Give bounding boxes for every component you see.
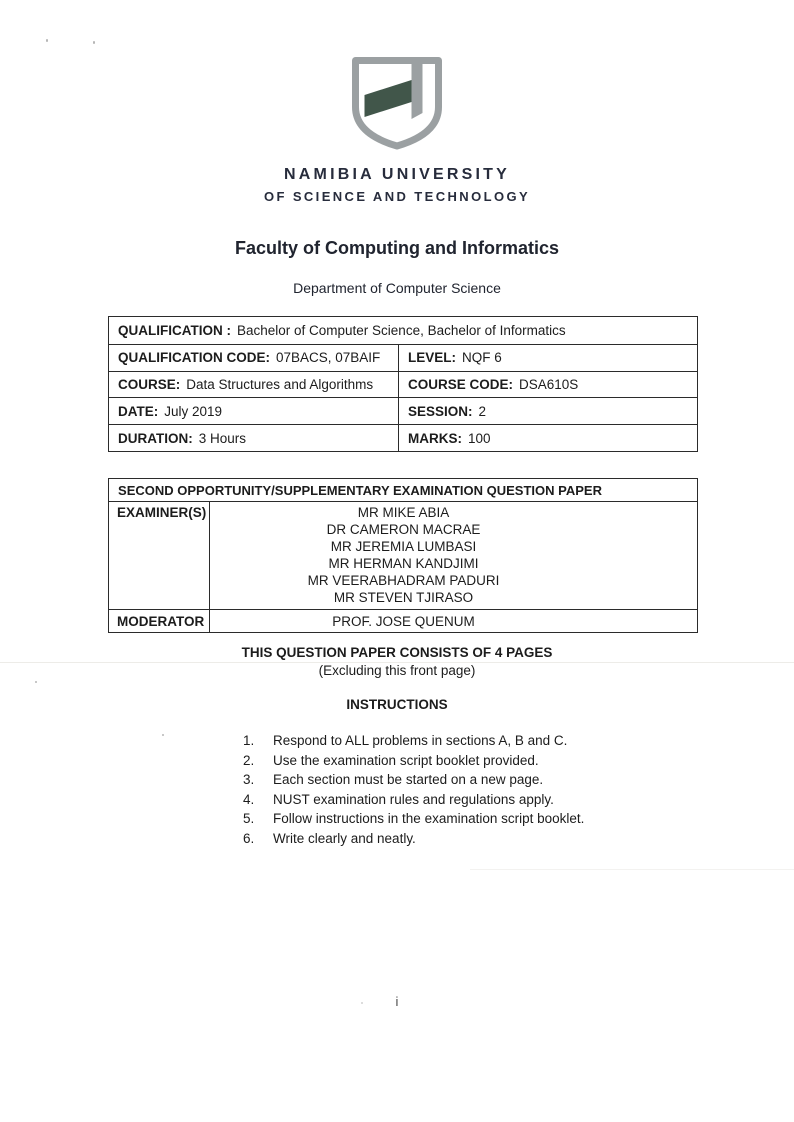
university-name: NAMIBIA UNIVERSITY — [284, 166, 510, 183]
examiner-name: MR STEVEN TJIRASO — [333, 590, 474, 605]
course-row — [109, 371, 697, 398]
instruction-item — [243, 829, 584, 849]
instruction-item — [243, 770, 584, 790]
date-cell — [109, 398, 398, 424]
instruction-number: 3. — [243, 772, 255, 788]
page-number: i — [395, 994, 399, 1009]
cell-label: COURSE: — [118, 376, 181, 392]
exam-paper-title: SECOND OPPORTUNITY/SUPPLEMENTARY EXAMINATION QUESTION PAPER — [109, 479, 697, 502]
examiners-table — [108, 478, 698, 633]
examiner-name: MR JEREMIA LUMBASI — [330, 539, 477, 554]
examiner-names — [209, 502, 697, 609]
qualification-value: Bachelor of Computer Science, Bachelor of Informatics — [236, 322, 566, 338]
moderator-name: PROF. JOSE QUENUM — [209, 610, 697, 632]
cell-value: 3 Hours — [198, 430, 247, 446]
cell-value: Data Structures and Algorithms — [186, 376, 374, 392]
nust-shield-logo-icon — [349, 56, 446, 150]
qualification-code-row — [109, 344, 697, 371]
scan-speck — [162, 734, 164, 736]
instruction-text: Use the examination script booklet provided. — [273, 752, 539, 768]
cell-label: SESSION: — [408, 403, 473, 419]
scan-fold-line — [470, 869, 794, 870]
examiner-name: MR HERMAN KANDJIMI — [328, 556, 479, 571]
cell-label: COURSE CODE: — [408, 376, 514, 392]
instruction-text: Each section must be started on a new page. — [273, 772, 544, 788]
duration-row — [109, 424, 697, 451]
scan-speck — [93, 41, 95, 44]
cell-value: July 2019 — [164, 403, 223, 419]
scan-speck — [46, 39, 48, 42]
cell-value: NQF 6 — [462, 350, 502, 366]
moderator-row — [109, 610, 697, 632]
cell-label: MARKS: — [408, 430, 462, 446]
excluding-note: (Excluding this front page) — [318, 663, 476, 678]
cell-label: DATE: — [118, 403, 159, 419]
qualification-code-cell — [109, 345, 398, 371]
qualification-label: QUALIFICATION : — [118, 322, 231, 338]
examiners-row — [109, 502, 697, 610]
instruction-text: Respond to ALL problems in sections A, B and C. — [273, 733, 568, 748]
instruction-text: NUST examination rules and regulations apply. — [273, 791, 554, 807]
instruction-number: 4. — [243, 791, 255, 807]
faculty-title: Faculty of Computing and Informatics — [234, 238, 559, 258]
examiner-name: DR CAMERON MACRAE — [326, 522, 481, 537]
instruction-number: 1. — [243, 733, 255, 748]
cell-value: 07BACS, 07BAIF — [276, 350, 381, 366]
examiners-label: EXAMINER(S) — [117, 505, 207, 520]
department-subtitle: Department of Computer Science — [293, 280, 501, 296]
cell-value: 100 — [468, 430, 491, 446]
cell-label: DURATION: — [118, 430, 193, 446]
instruction-text: Follow instructions in the examination script booklet. — [273, 811, 585, 827]
page-count-note: THIS QUESTION PAPER CONSISTS OF 4 PAGES — [241, 645, 553, 660]
qualification-row — [109, 317, 697, 344]
instructions-heading: INSTRUCTIONS — [346, 697, 448, 712]
instruction-number: 5. — [243, 811, 255, 827]
session-cell — [398, 398, 697, 424]
instruction-item — [243, 731, 584, 751]
examiner-name: MR VEERABHADRAM PADURI — [307, 573, 500, 588]
date-row — [109, 397, 697, 424]
cell-value: DSA610S — [519, 376, 579, 392]
instruction-number: 6. — [243, 830, 255, 846]
instructions-list — [243, 731, 584, 849]
course-code-cell — [398, 372, 697, 398]
course-info-table — [108, 316, 698, 452]
university-tagline: OF SCIENCE AND TECHNOLOGY — [263, 189, 531, 204]
marks-cell — [398, 425, 697, 451]
instruction-text: Write clearly and neatly. — [273, 830, 416, 846]
instruction-item — [243, 790, 584, 810]
level-cell — [398, 345, 697, 371]
instruction-item — [243, 751, 584, 771]
cell-value: 2 — [478, 403, 487, 419]
instruction-number: 2. — [243, 752, 255, 768]
duration-cell — [109, 425, 398, 451]
examiner-name: MR MIKE ABIA — [357, 505, 450, 520]
moderator-label: MODERATOR — [117, 613, 205, 629]
cell-label: QUALIFICATION CODE: — [118, 350, 270, 366]
cell-label: LEVEL: — [408, 350, 457, 366]
course-cell — [109, 372, 398, 398]
scan-speck — [35, 681, 37, 683]
instruction-item — [243, 809, 584, 829]
